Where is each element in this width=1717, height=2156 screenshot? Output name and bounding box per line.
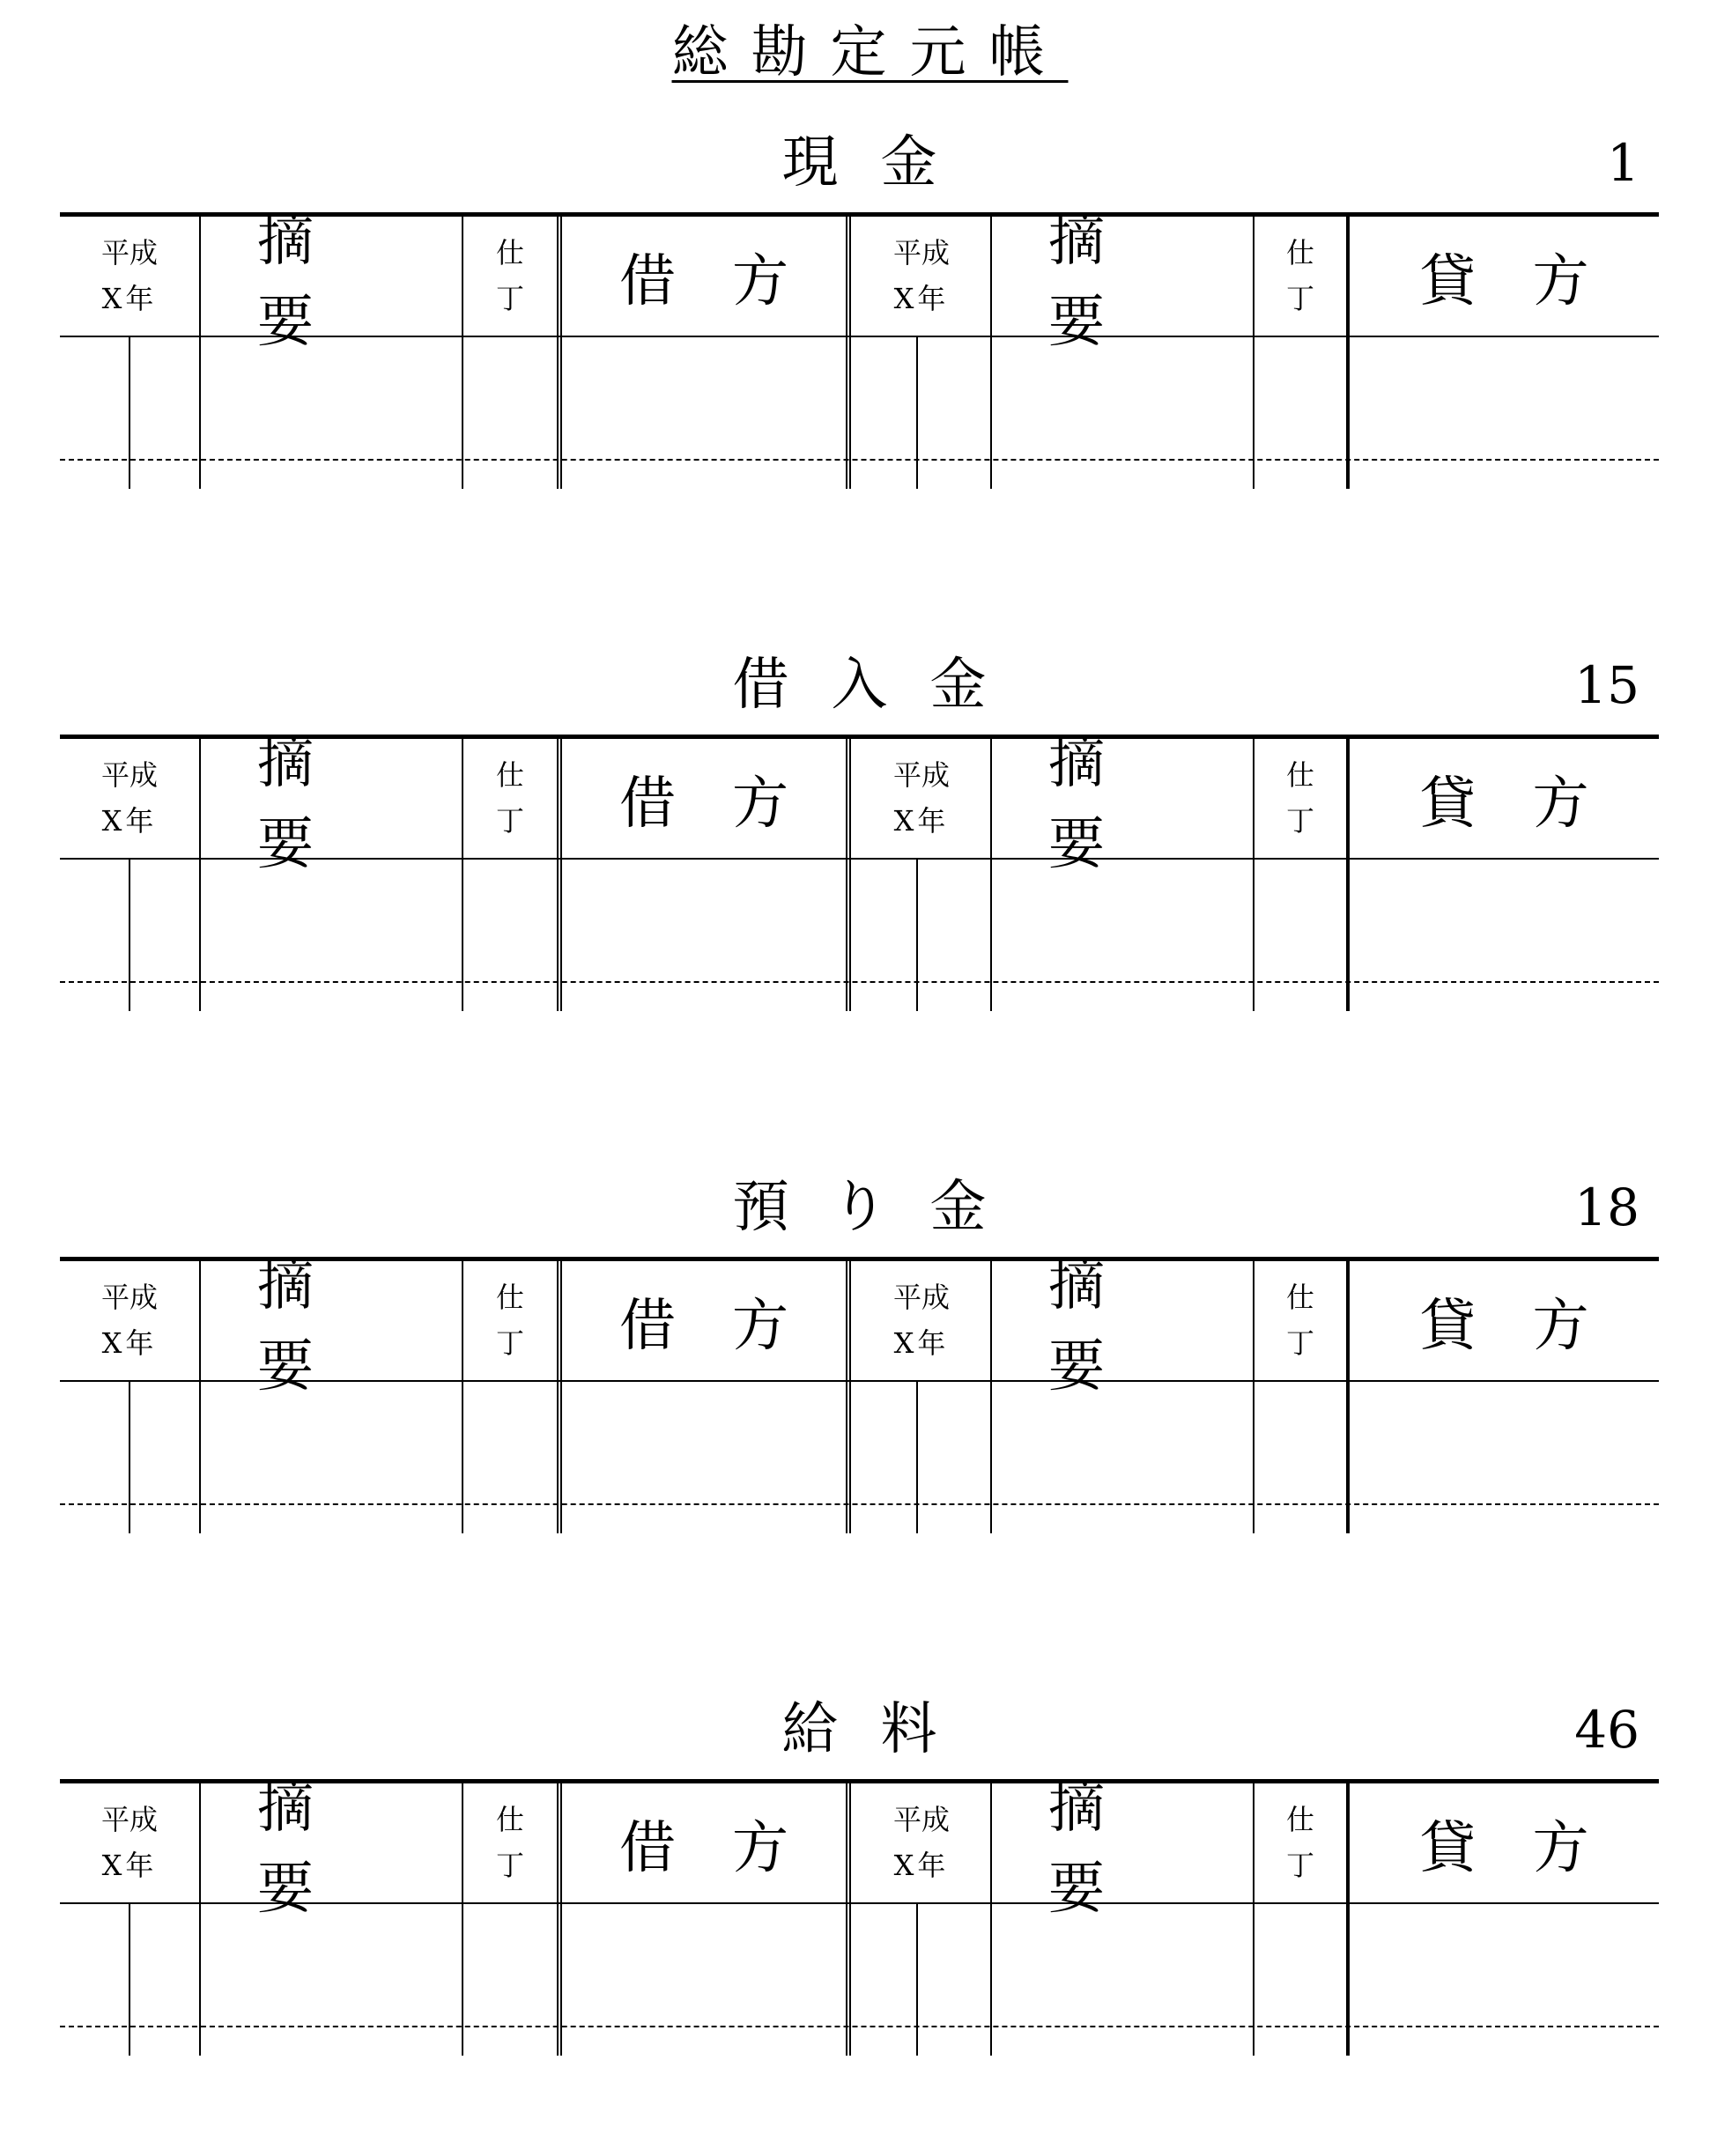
credit-amount-header: 貸方 xyxy=(1419,248,1646,314)
account-page-number: 18 xyxy=(1574,1178,1639,1237)
debit-date-header xyxy=(60,217,199,336)
era-label: 平成 xyxy=(100,1281,158,1315)
credit-month-day-divider xyxy=(916,1382,918,1533)
row-dashed-line xyxy=(60,1503,1659,1505)
credit-amount-header: 貸方 xyxy=(1419,1815,1646,1881)
journal-label-bottom: 丁 xyxy=(495,1848,524,1882)
debit-amount-header: 借方 xyxy=(619,1815,845,1881)
account-page-number: 15 xyxy=(1574,655,1639,715)
credit-journal-ref-header xyxy=(1254,1783,1346,1902)
debit-month-day-divider xyxy=(129,860,130,1011)
debit-amount-header: 借方 xyxy=(619,248,845,314)
debit-date-header xyxy=(60,739,199,858)
debit-month-day-divider xyxy=(129,337,130,489)
debit-date-header xyxy=(60,1783,199,1902)
debit-description-header: 摘要 xyxy=(257,1252,370,1399)
journal-label-bottom: 丁 xyxy=(1285,803,1314,838)
row-dashed-line xyxy=(60,459,1659,461)
journal-label-bottom: 丁 xyxy=(495,281,524,315)
account-name: 借入金 xyxy=(732,653,1029,718)
debit-description-header: 摘要 xyxy=(257,730,370,877)
account-page-number: 46 xyxy=(1574,1700,1639,1760)
credit-description-header: 摘要 xyxy=(1048,208,1161,355)
year-label: X年 xyxy=(101,803,158,838)
era-label: 平成 xyxy=(892,1803,950,1837)
journal-label-top: 仕 xyxy=(1285,758,1314,793)
ledger-table xyxy=(60,730,1659,1011)
credit-month-day-divider xyxy=(916,860,918,1011)
journal-label-bottom: 丁 xyxy=(1285,281,1314,315)
journal-label-bottom: 丁 xyxy=(495,803,524,838)
row-dashed-line xyxy=(60,981,1659,983)
debit-description-header: 摘要 xyxy=(257,208,370,355)
era-label: 平成 xyxy=(100,1803,158,1837)
ledger-table xyxy=(60,1252,1659,1533)
era-label: 平成 xyxy=(892,236,950,270)
era-label: 平成 xyxy=(892,758,950,793)
year-label: X年 xyxy=(893,1848,950,1882)
debit-month-day-divider xyxy=(129,1382,130,1533)
credit-date-header xyxy=(851,1783,992,1902)
credit-amount-header: 貸方 xyxy=(1419,1293,1646,1359)
year-label: X年 xyxy=(893,281,950,315)
journal-label-top: 仕 xyxy=(495,1281,524,1315)
debit-journal-ref-header xyxy=(463,1261,557,1380)
journal-label-top: 仕 xyxy=(495,1803,524,1837)
debit-description-header: 摘要 xyxy=(257,1775,370,1922)
journal-label-top: 仕 xyxy=(1285,1803,1314,1837)
credit-description-header: 摘要 xyxy=(1048,1252,1161,1399)
account-page-number: 1 xyxy=(1607,133,1639,193)
debit-month-day-divider xyxy=(129,1904,130,2056)
debit-amount-header: 借方 xyxy=(619,1293,845,1359)
account-name: 給料 xyxy=(781,1697,980,1762)
journal-label-top: 仕 xyxy=(1285,236,1314,270)
journal-label-bottom: 丁 xyxy=(1285,1848,1314,1882)
credit-month-day-divider xyxy=(916,337,918,489)
credit-amount-header: 貸方 xyxy=(1419,771,1646,837)
journal-label-bottom: 丁 xyxy=(495,1325,524,1360)
credit-month-day-divider xyxy=(916,1904,918,2056)
debit-journal-ref-header xyxy=(463,739,557,858)
journal-label-top: 仕 xyxy=(1285,1281,1314,1315)
year-label: X年 xyxy=(101,1848,158,1882)
debit-date-header xyxy=(60,1261,199,1380)
ledger-table xyxy=(60,1775,1659,2056)
year-label: X年 xyxy=(893,1325,950,1360)
year-label: X年 xyxy=(101,1325,158,1360)
era-label: 平成 xyxy=(100,236,158,270)
credit-date-header xyxy=(851,739,992,858)
account-name: 現金 xyxy=(781,130,980,196)
debit-amount-header: 借方 xyxy=(619,771,845,837)
credit-description-header: 摘要 xyxy=(1048,1775,1161,1922)
era-label: 平成 xyxy=(100,758,158,793)
credit-journal-ref-header xyxy=(1254,739,1346,858)
account-name: 預り金 xyxy=(732,1175,1029,1240)
debit-journal-ref-header xyxy=(463,1783,557,1902)
journal-label-bottom: 丁 xyxy=(1285,1325,1314,1360)
debit-journal-ref-header xyxy=(463,217,557,336)
row-dashed-line xyxy=(60,2026,1659,2027)
journal-label-top: 仕 xyxy=(495,236,524,270)
credit-journal-ref-header xyxy=(1254,1261,1346,1380)
ledger-title: 総勘定元帳 xyxy=(671,20,1069,85)
credit-description-header: 摘要 xyxy=(1048,730,1161,877)
era-label: 平成 xyxy=(892,1281,950,1315)
ledger-table xyxy=(60,208,1659,489)
journal-label-top: 仕 xyxy=(495,758,524,793)
year-label: X年 xyxy=(101,281,158,315)
credit-date-header xyxy=(851,1261,992,1380)
credit-date-header xyxy=(851,217,992,336)
credit-journal-ref-header xyxy=(1254,217,1346,336)
year-label: X年 xyxy=(893,803,950,838)
